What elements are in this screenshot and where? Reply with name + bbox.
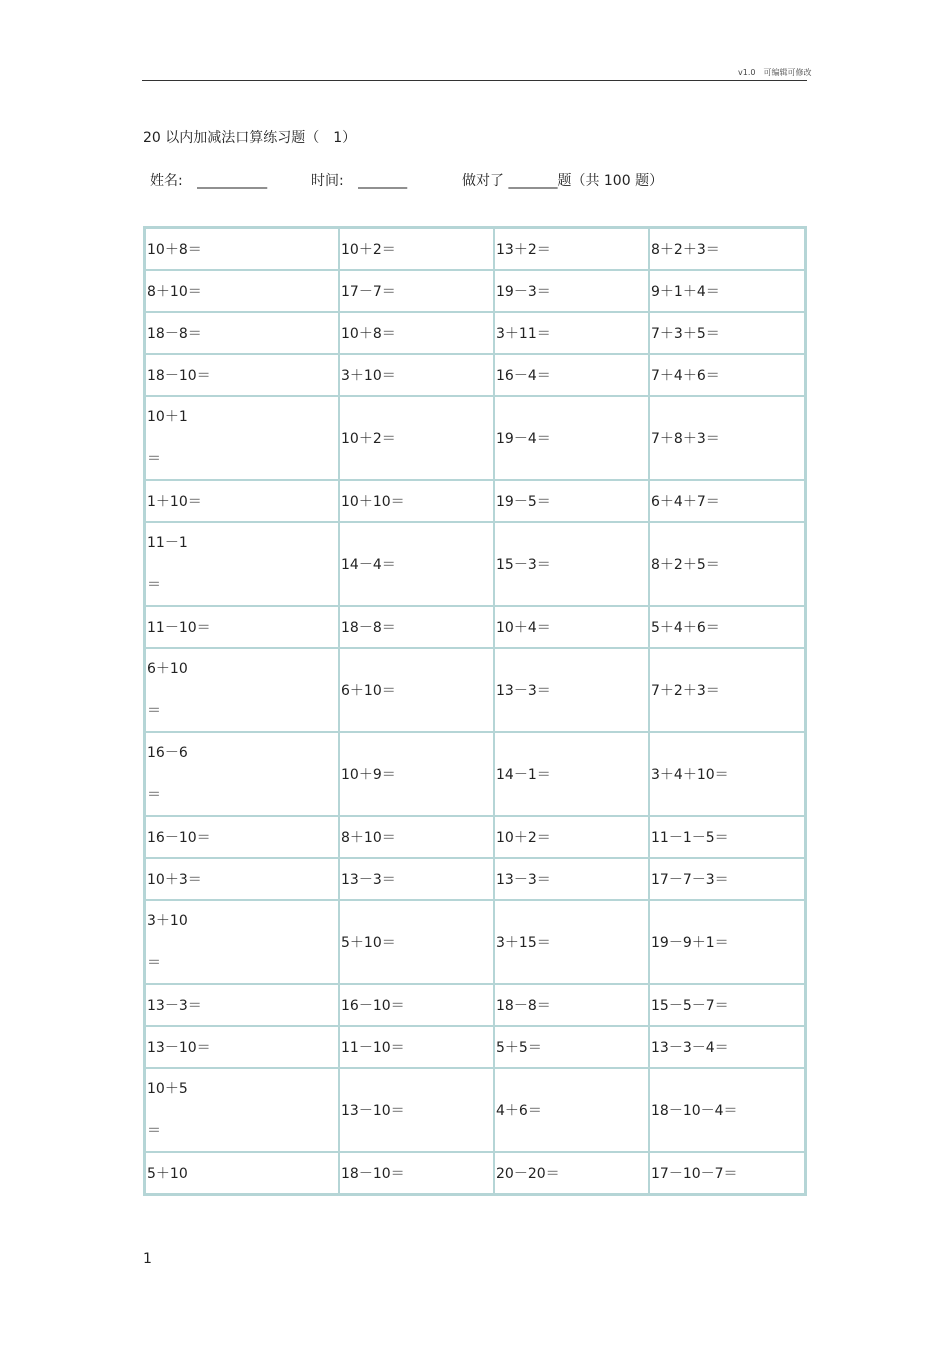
problem-text: 11－1 <box>147 535 188 551</box>
problem-text: 10＋1 <box>147 409 188 425</box>
problem-cell: 10＋3＝ <box>145 858 339 900</box>
problem-text: 6＋10 <box>147 661 188 677</box>
table-row <box>145 354 805 396</box>
problem-cell: 3＋10＝ <box>339 354 494 396</box>
table-row <box>145 816 805 858</box>
problem-table <box>143 226 807 1196</box>
header-divider <box>142 80 807 81</box>
problem-cell: 19－9＋1＝ <box>649 900 805 984</box>
problem-cell: 4＋6＝ <box>494 1068 649 1152</box>
problem-cell: 10＋8＝ <box>339 312 494 354</box>
problem-cell: 18－8＝ <box>494 984 649 1026</box>
problem-cell <box>145 732 339 816</box>
problem-cell: 14－4＝ <box>339 522 494 606</box>
problem-cell: 19－5＝ <box>494 480 649 522</box>
problem-cell: 5＋5＝ <box>494 1026 649 1068</box>
problem-cell: 16－10＝ <box>145 816 339 858</box>
problem-equals: ＝ <box>147 1123 161 1139</box>
problem-cell: 10＋2＝ <box>339 396 494 480</box>
problem-cell: 10＋4＝ <box>494 606 649 648</box>
table-row <box>145 270 805 312</box>
table-row <box>145 312 805 354</box>
problem-cell: 7＋2＋3＝ <box>649 648 805 732</box>
problem-cell: 13－3＝ <box>494 858 649 900</box>
problem-cell: 13－3＝ <box>145 984 339 1026</box>
problem-cell: 13－3－4＝ <box>649 1026 805 1068</box>
problem-cell: 10＋9＝ <box>339 732 494 816</box>
score-field: 做对了 _______题（共 100 题） <box>462 173 664 189</box>
problem-cell: 13＋2＝ <box>494 228 649 270</box>
table-row <box>145 480 805 522</box>
table-row <box>145 858 805 900</box>
problem-cell: 11－1－5＝ <box>649 816 805 858</box>
problem-cell: 5＋10＝ <box>339 900 494 984</box>
problem-cell: 10＋8＝ <box>145 228 339 270</box>
problem-cell: 17－10－7＝ <box>649 1152 805 1194</box>
problem-cell: 19－3＝ <box>494 270 649 312</box>
problem-cell: 18－10－4＝ <box>649 1068 805 1152</box>
name-field <box>150 170 267 190</box>
problem-cell: 6＋10＝ <box>339 648 494 732</box>
problem-cell: 7＋4＋6＝ <box>649 354 805 396</box>
problem-cell: 18－8＝ <box>339 606 494 648</box>
table-row <box>145 1026 805 1068</box>
page-number: 1 <box>143 1251 152 1267</box>
problem-cell: 8＋10＝ <box>339 816 494 858</box>
problem-cell: 15－5－7＝ <box>649 984 805 1026</box>
problem-cell: 3＋11＝ <box>494 312 649 354</box>
problem-cell: 17－7＝ <box>339 270 494 312</box>
problem-cell: 8＋10＝ <box>145 270 339 312</box>
problem-cell: 10＋10＝ <box>339 480 494 522</box>
problem-cell: 11－10＝ <box>145 606 339 648</box>
problem-cell <box>145 396 339 480</box>
problem-cell: 5＋10 <box>145 1152 339 1194</box>
problem-equals: ＝ <box>147 703 161 719</box>
table-row <box>145 522 805 606</box>
problem-cell: 18－10＝ <box>339 1152 494 1194</box>
name-blank: __________ <box>197 173 268 189</box>
worksheet-title: 20 以内加减法口算练习题（ 1） <box>143 130 357 146</box>
table-row <box>145 1152 805 1194</box>
problem-cell: 16－10＝ <box>339 984 494 1026</box>
problem-cell <box>145 900 339 984</box>
problem-cell: 7＋3＋5＝ <box>649 312 805 354</box>
problem-cell: 19－4＝ <box>494 396 649 480</box>
table-row <box>145 900 805 984</box>
problem-cell: 1＋10＝ <box>145 480 339 522</box>
name-label: 姓名: <box>150 173 183 189</box>
problem-cell: 18－8＝ <box>145 312 339 354</box>
problem-cell: 14－1＝ <box>494 732 649 816</box>
problem-cell: 3＋4＋10＝ <box>649 732 805 816</box>
problem-cell <box>145 648 339 732</box>
problem-equals: ＝ <box>147 577 161 593</box>
problem-cell: 10＋2＝ <box>339 228 494 270</box>
problem-cell: 18－10＝ <box>145 354 339 396</box>
problem-text: 3＋10 <box>147 913 188 929</box>
problem-cell <box>145 1068 339 1152</box>
problem-cell: 6＋4＋7＝ <box>649 480 805 522</box>
problem-cell: 10＋2＝ <box>494 816 649 858</box>
problem-cell: 13－3＝ <box>494 648 649 732</box>
problem-cell: 9＋1＋4＝ <box>649 270 805 312</box>
problem-cell: 13－3＝ <box>339 858 494 900</box>
problem-text: 16－6 <box>147 745 188 761</box>
problem-cell: 17－7－3＝ <box>649 858 805 900</box>
table-row <box>145 1068 805 1152</box>
table-row <box>145 984 805 1026</box>
table-row <box>145 732 805 816</box>
time-blank: _______ <box>358 173 408 189</box>
problem-cell: 11－10＝ <box>339 1026 494 1068</box>
problem-cell: 13－10＝ <box>145 1026 339 1068</box>
version-label: v1.0 可编辑可修改 <box>738 68 812 77</box>
problem-cell: 16－4＝ <box>494 354 649 396</box>
table-row <box>145 648 805 732</box>
problem-equals: ＝ <box>147 955 161 971</box>
problem-text: 10＋5 <box>147 1081 188 1097</box>
problem-cell: 7＋8＋3＝ <box>649 396 805 480</box>
table-row <box>145 606 805 648</box>
time-label: 时间: <box>311 173 344 189</box>
problem-cell: 8＋2＋3＝ <box>649 228 805 270</box>
problem-cell <box>145 522 339 606</box>
time-field <box>311 170 407 190</box>
problem-cell: 13－10＝ <box>339 1068 494 1152</box>
problem-cell: 3＋15＝ <box>494 900 649 984</box>
problem-cell: 5＋4＋6＝ <box>649 606 805 648</box>
table-row <box>145 228 805 270</box>
problem-equals: ＝ <box>147 787 161 803</box>
problem-equals: ＝ <box>147 451 161 467</box>
table-row <box>145 396 805 480</box>
problem-cell: 8＋2＋5＝ <box>649 522 805 606</box>
problem-cell: 20－20＝ <box>494 1152 649 1194</box>
problem-cell: 15－3＝ <box>494 522 649 606</box>
